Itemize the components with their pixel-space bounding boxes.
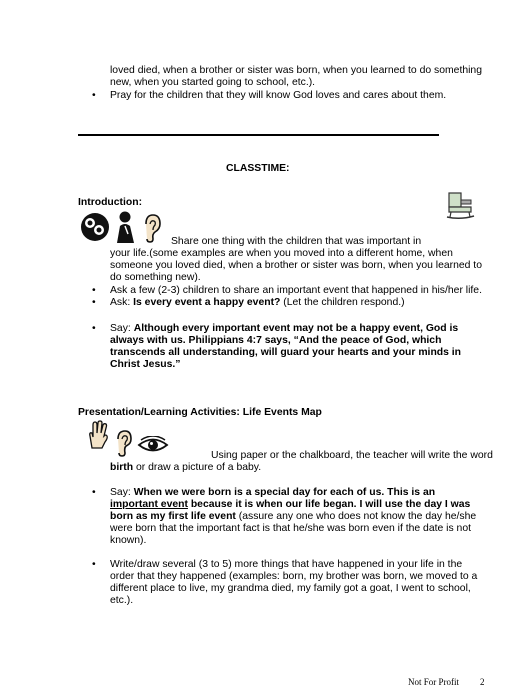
bullet-dot: • <box>92 285 96 296</box>
hand-icon <box>86 420 110 450</box>
birth-say-bullet: born as my first life event (assure any one who does not know the day he/she <box>110 511 477 522</box>
say-bullet-text: always with us. Philippians 4:7 says, “And the peace of God, which <box>110 335 442 346</box>
birth-say-bullet: important event because it is when our life began. I will use the day I was <box>110 499 471 510</box>
ear-icon <box>113 428 133 458</box>
presentation-lead-text: birth or draw a picture of a baby. <box>110 462 262 473</box>
intro-lead-text: Share one thing with the children that was important in <box>171 236 422 247</box>
birth-say-bullet: were born that the important fact is that he/she was born even if the date is not <box>110 523 471 534</box>
classtime-heading: CLASSTIME: <box>226 163 290 174</box>
say-bullet-text: transcends all understanding, will guard your hearts and your minds in <box>110 347 462 358</box>
footer-label: Not For Profit <box>408 677 460 687</box>
ask-question-bullet: Ask: Is every event a happy event? (Let the children respond.) <box>110 297 405 308</box>
write-draw-bullet: different place to live, my grandma died, my family got a goat, I went to school, <box>110 583 471 594</box>
say-bullet-text: Christ Jesus.” <box>110 359 181 370</box>
write-draw-bullet: etc.). <box>110 595 134 606</box>
pray-bullet-text: Pray for the children that they will know God loves and cares about them. <box>110 90 447 101</box>
eye-icon <box>137 436 169 454</box>
continued-text-line: new, when you started going to school, etc.). <box>110 77 316 88</box>
presentation-heading: Presentation/Learning Activities: Life Events Map <box>78 407 322 418</box>
ear-icon <box>140 212 162 244</box>
praying-person-icon <box>112 210 138 244</box>
intro-lead-text: someone you loved died, when a brother or sister was born, when you learned to <box>110 260 482 271</box>
birth-say-bullet: Say: When we were born is a special day for each of us. This is an <box>110 487 436 498</box>
bullet-dot: • <box>92 559 96 570</box>
people-heads-icon <box>79 210 111 244</box>
section-divider <box>78 134 439 136</box>
bullet-dot: • <box>92 90 96 101</box>
intro-lead-text: your life.(some examples are when you moved into a different home, when <box>110 248 453 259</box>
continued-text-line: loved died, when a brother or sister was born, when you learned to do something <box>110 65 482 76</box>
ask-few-bullet-text: Ask a few (2-3) children to share an important event that happened in his/her life. <box>110 285 482 296</box>
rocking-chair-icon <box>443 190 477 220</box>
say-bullet-text: Say: Although every important event may not be a happy event, God is <box>110 323 459 334</box>
page-number: 2 <box>480 677 485 687</box>
birth-say-bullet: known). <box>110 535 147 546</box>
intro-lead-text: do something new). <box>110 272 201 283</box>
write-draw-bullet: Write/draw several (3 to 5) more things that have happened in your life in the <box>110 559 463 570</box>
bullet-dot: • <box>92 297 96 308</box>
bullet-dot: • <box>92 323 96 334</box>
introduction-heading: Introduction: <box>78 197 143 208</box>
write-draw-bullet: order that they happened (examples: born, my brother was born, we moved to a <box>110 571 478 582</box>
presentation-lead-text: Using paper or the chalkboard, the teacher will write the word <box>211 450 493 461</box>
bullet-dot: • <box>92 487 96 498</box>
